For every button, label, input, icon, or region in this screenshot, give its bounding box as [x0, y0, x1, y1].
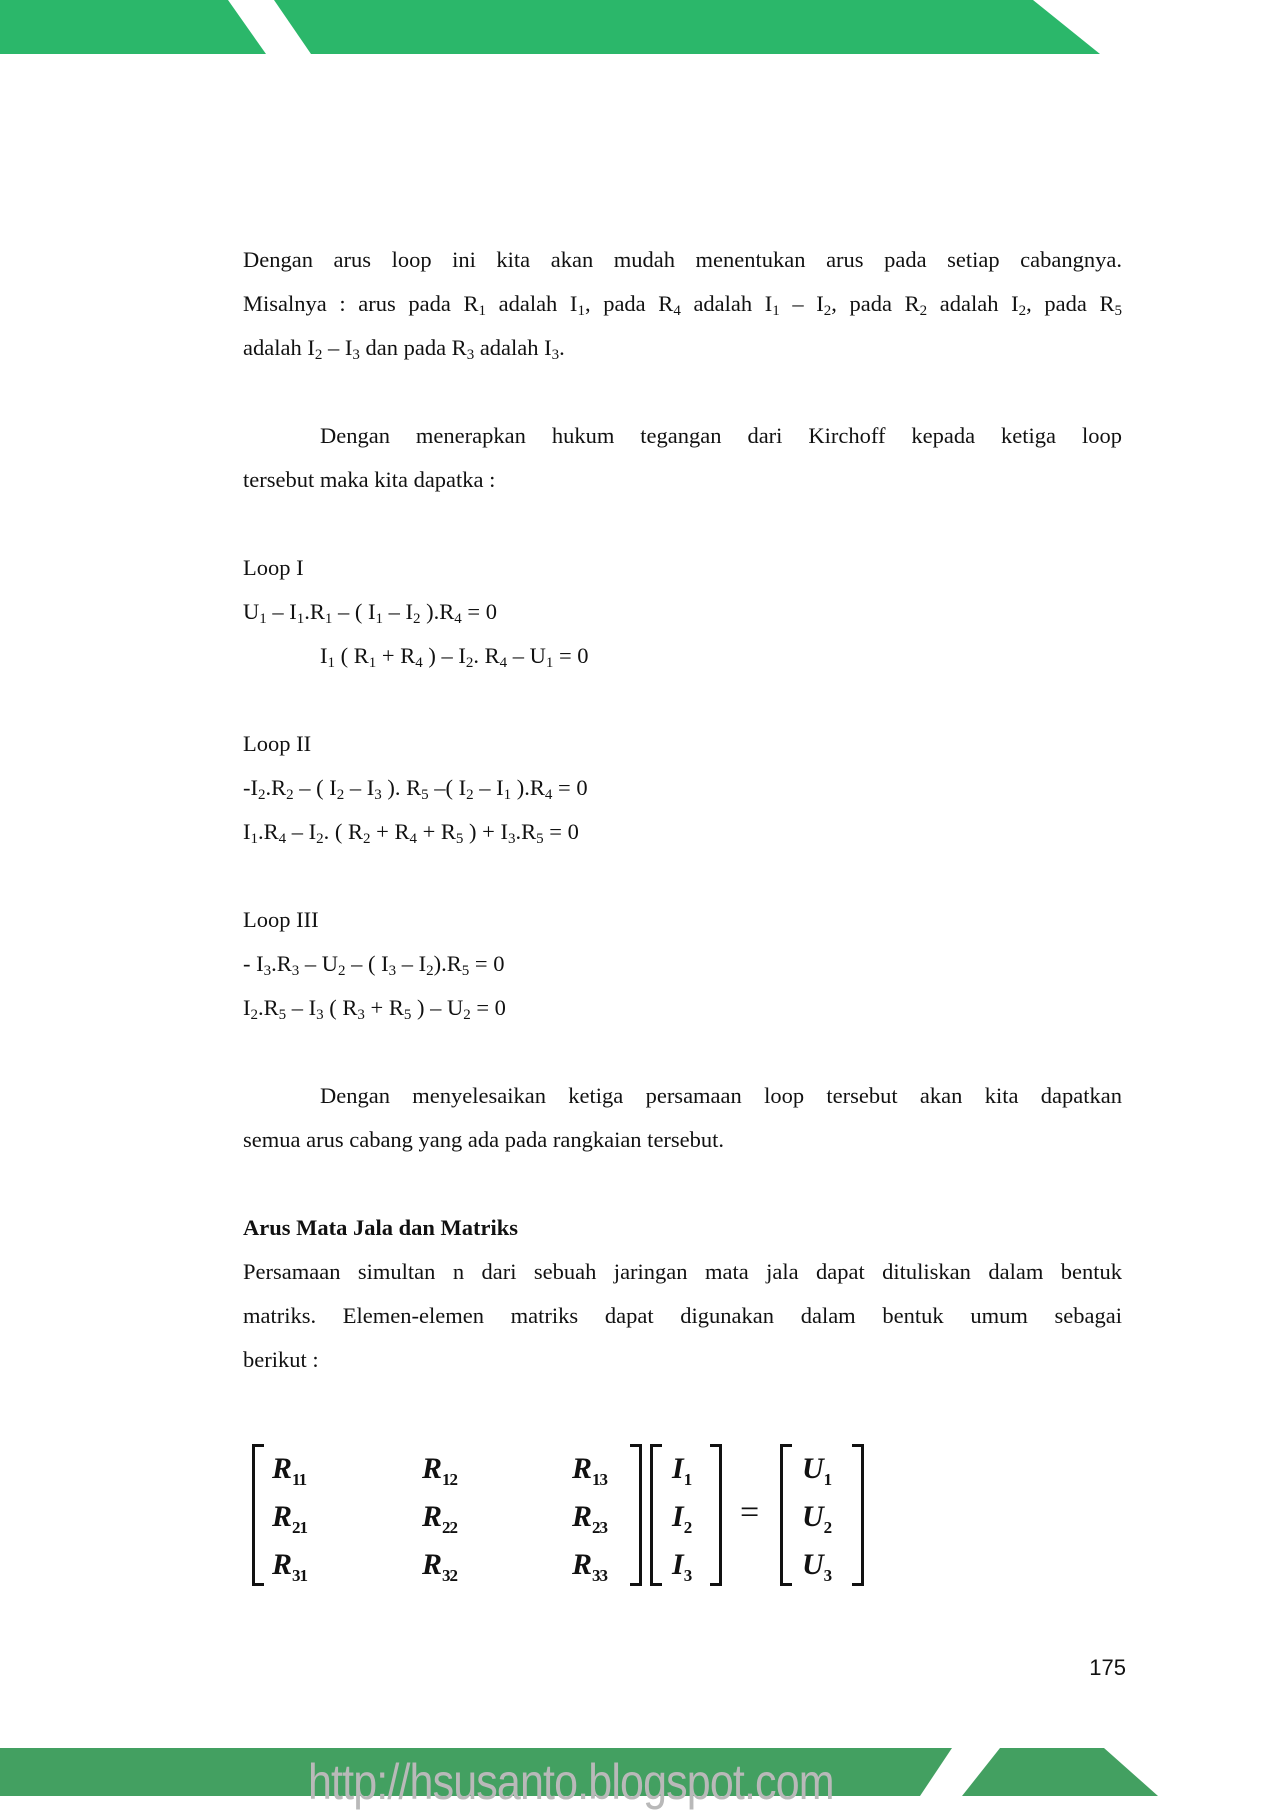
- subscript: 2: [919, 303, 928, 319]
- subscript: 4: [415, 655, 423, 671]
- matrix-r-12: $R_{12}$: [422, 1452, 458, 1489]
- paragraph-2-line-2: tersebut maka kita dapatka :: [243, 467, 496, 492]
- matrix-subscript: 2: [683, 1518, 692, 1537]
- subscript: 3: [551, 347, 560, 363]
- subscript: 2: [463, 1007, 471, 1023]
- subscript: 2: [413, 611, 421, 627]
- subscript: 1: [368, 655, 377, 671]
- matrix-subscript: 23: [592, 1518, 608, 1537]
- vector-u-1: $U_1$: [802, 1452, 832, 1489]
- watermark-url[interactable]: http://hsusanto.blogspot.com: [308, 1754, 834, 1810]
- subscript: 3: [357, 1007, 365, 1023]
- loop-3-title: Loop III: [243, 907, 319, 932]
- subscript: 5: [461, 963, 470, 979]
- subscript: 2: [314, 347, 323, 363]
- loop-1-equation-2: $I_1$ ( $R_1 + R_4$ ) – $I_2$. $R_4 - U_1 = 0$: [320, 643, 589, 671]
- subscript: 2: [250, 1007, 258, 1023]
- vector-u-left-bracket: [780, 1444, 792, 1586]
- subscript: 2: [1018, 303, 1027, 319]
- vector-i-left-bracket: [650, 1444, 662, 1586]
- subscript: 5: [536, 831, 544, 847]
- subscript: 2: [316, 831, 324, 847]
- subscript: 5: [455, 831, 464, 847]
- matrix-subscript: 11: [292, 1470, 307, 1489]
- paragraph-4-line-1: Persamaan simultan n dari sebuah jaringan mata jala dapat dituliskan dalam bentuk: [243, 1259, 1122, 1284]
- subscript: 2: [336, 787, 345, 803]
- subscript: 2: [258, 787, 266, 803]
- subscript: 4: [673, 303, 681, 319]
- matrix-subscript: 1: [683, 1470, 692, 1489]
- matrix-subscript: 21: [292, 1518, 308, 1537]
- subscript: 5: [278, 1007, 287, 1023]
- header-banner-right: [274, 0, 1100, 54]
- vector-i-3: $I_3$: [672, 1548, 692, 1585]
- subscript: 3: [263, 963, 272, 979]
- paragraph-4-line-3: berikut :: [243, 1347, 319, 1372]
- section-heading: Arus Mata Jala dan Matriks: [243, 1215, 518, 1240]
- matrix-subscript: 3: [683, 1566, 692, 1585]
- subscript: 3: [388, 963, 397, 979]
- subscript: 5: [403, 1007, 412, 1023]
- paragraph-1-line-3: adalah $I_2 - I_3$ dan pada $R_3$ adalah $I_3$.: [243, 335, 565, 363]
- subscript: 4: [454, 611, 462, 627]
- header-banner-left: [0, 0, 266, 54]
- subscript: 4: [544, 787, 553, 803]
- subscript: 1: [324, 611, 333, 627]
- subscript: 2: [823, 303, 832, 319]
- matrix-r-13: $R_{13}$: [572, 1452, 608, 1489]
- loop-2-equation-2: $I_1.R_4 - I_2$. ( $R_2 + R_4 + R_5$ ) + $I_3.R_5 = 0$: [243, 819, 579, 847]
- matrix-subscript: 32: [442, 1566, 458, 1585]
- paragraph-2-line-1: Dengan menerapkan hukum tegangan dari Kirchoff kepada ketiga loop: [320, 423, 1122, 448]
- loop-2-equation-1: $-I_2.R_2$ – ( $I_2 - I_3$ ). $R_5$ –( $I_2 - I_1$ )$.R_4 = 0$: [243, 775, 588, 803]
- matrix-subscript: 31: [292, 1566, 308, 1585]
- paragraph-3-line-1: Dengan menyelesaikan ketiga persamaan loop tersebut akan kita dapatkan: [320, 1083, 1122, 1108]
- subscript: 1: [250, 831, 258, 847]
- loop-3-equation-2: $I_2.R_5 - I_3$ ( $R_3 + R_5$ ) – $U_2 = 0$: [243, 995, 506, 1023]
- paragraph-1-line-2: Misalnya : arus pada $R_1$ adalah $I_1$, pada $R_4$ adalah $I_1 - I_2$, pada $R_2$ adalah $I_2$, pada $R_5$: [243, 291, 1122, 319]
- subscript: 1: [259, 611, 267, 627]
- subscript: 3: [374, 787, 382, 803]
- matrix-r-right-bracket: [630, 1444, 642, 1586]
- subscript: 5: [1114, 303, 1122, 319]
- matrix-r-left-bracket: [252, 1444, 264, 1586]
- loop-1-title: Loop I: [243, 555, 304, 580]
- page-number: 175: [1089, 1655, 1126, 1680]
- subscript: 2: [363, 831, 371, 847]
- subscript: 5: [421, 787, 429, 803]
- vector-u-2: $U_2$: [802, 1500, 832, 1537]
- matrix-r-21: $R_{21}$: [272, 1500, 308, 1537]
- subscript: 3: [316, 1007, 324, 1023]
- loop-2-title: Loop II: [243, 731, 312, 756]
- loop-3-equation-1: - $I_3.R_3 - U_2$ – ( $I_3 - I_2).R_5 = 0$: [243, 951, 505, 979]
- subscript: 1: [545, 655, 554, 671]
- matrix-subscript: 22: [442, 1518, 458, 1537]
- matrix-r-11: $R_{11}$: [272, 1452, 307, 1489]
- footer-banner-right: [962, 1748, 1158, 1796]
- vector-i-2: $I_2$: [672, 1500, 692, 1537]
- subscript: 3: [291, 963, 300, 979]
- loop-1-equation-1: $U_1 - I_1.R_1$ – ( $I_1 - I_2$ )$.R_4 = 0$: [243, 599, 497, 627]
- subscript: 1: [503, 787, 512, 803]
- paragraph-3-line-2: semua arus cabang yang ada pada rangkaian tersebut.: [243, 1127, 725, 1152]
- subscript: 3: [507, 831, 516, 847]
- subscript: 1: [478, 303, 486, 319]
- header-banner: [0, 0, 1272, 56]
- vector-i-1: $I_1$: [672, 1452, 692, 1489]
- subscript: 2: [426, 963, 434, 979]
- matrix-r-33: $R_{33}$: [572, 1548, 608, 1585]
- subscript: 1: [296, 611, 305, 627]
- subscript: 2: [286, 787, 294, 803]
- subscript: 2: [338, 963, 346, 979]
- matrix-r-23: $R_{23}$: [572, 1500, 608, 1537]
- subscript: 4: [409, 831, 417, 847]
- matrix-r-31: $R_{31}$: [272, 1548, 308, 1585]
- equals-sign: =: [740, 1494, 760, 1531]
- vector-i-right-bracket: [710, 1444, 722, 1586]
- subscript: 2: [465, 655, 474, 671]
- matrix-r-22: $R_{22}$: [422, 1500, 458, 1537]
- matrix-subscript: 2: [823, 1518, 832, 1537]
- subscript: 4: [499, 655, 508, 671]
- subscript: 1: [375, 611, 384, 627]
- subscript: 3: [352, 347, 360, 363]
- subscript: 1: [577, 303, 585, 319]
- matrix-r-32: $R_{32}$: [422, 1548, 458, 1585]
- paragraph-4-line-2: matriks. Elemen-elemen matriks dapat digunakan dalam bentuk umum sebagai: [243, 1303, 1122, 1328]
- subscript: 2: [466, 787, 474, 803]
- matrix-subscript: 33: [592, 1566, 608, 1585]
- matrix-subscript: 13: [592, 1470, 608, 1489]
- subscript: 1: [772, 303, 780, 319]
- vector-u-3: $U_3$: [802, 1548, 832, 1585]
- matrix-subscript: 12: [442, 1470, 458, 1489]
- subscript: 3: [466, 347, 475, 363]
- vector-u-right-bracket: [852, 1444, 864, 1586]
- matrix-subscript: 3: [823, 1566, 832, 1585]
- matrix-subscript: 1: [823, 1470, 832, 1489]
- subscript: 4: [278, 831, 287, 847]
- subscript: 1: [327, 655, 335, 671]
- paragraph-1-line-1: Dengan arus loop ini kita akan mudah menentukan arus pada setiap cabangnya.: [243, 247, 1122, 272]
